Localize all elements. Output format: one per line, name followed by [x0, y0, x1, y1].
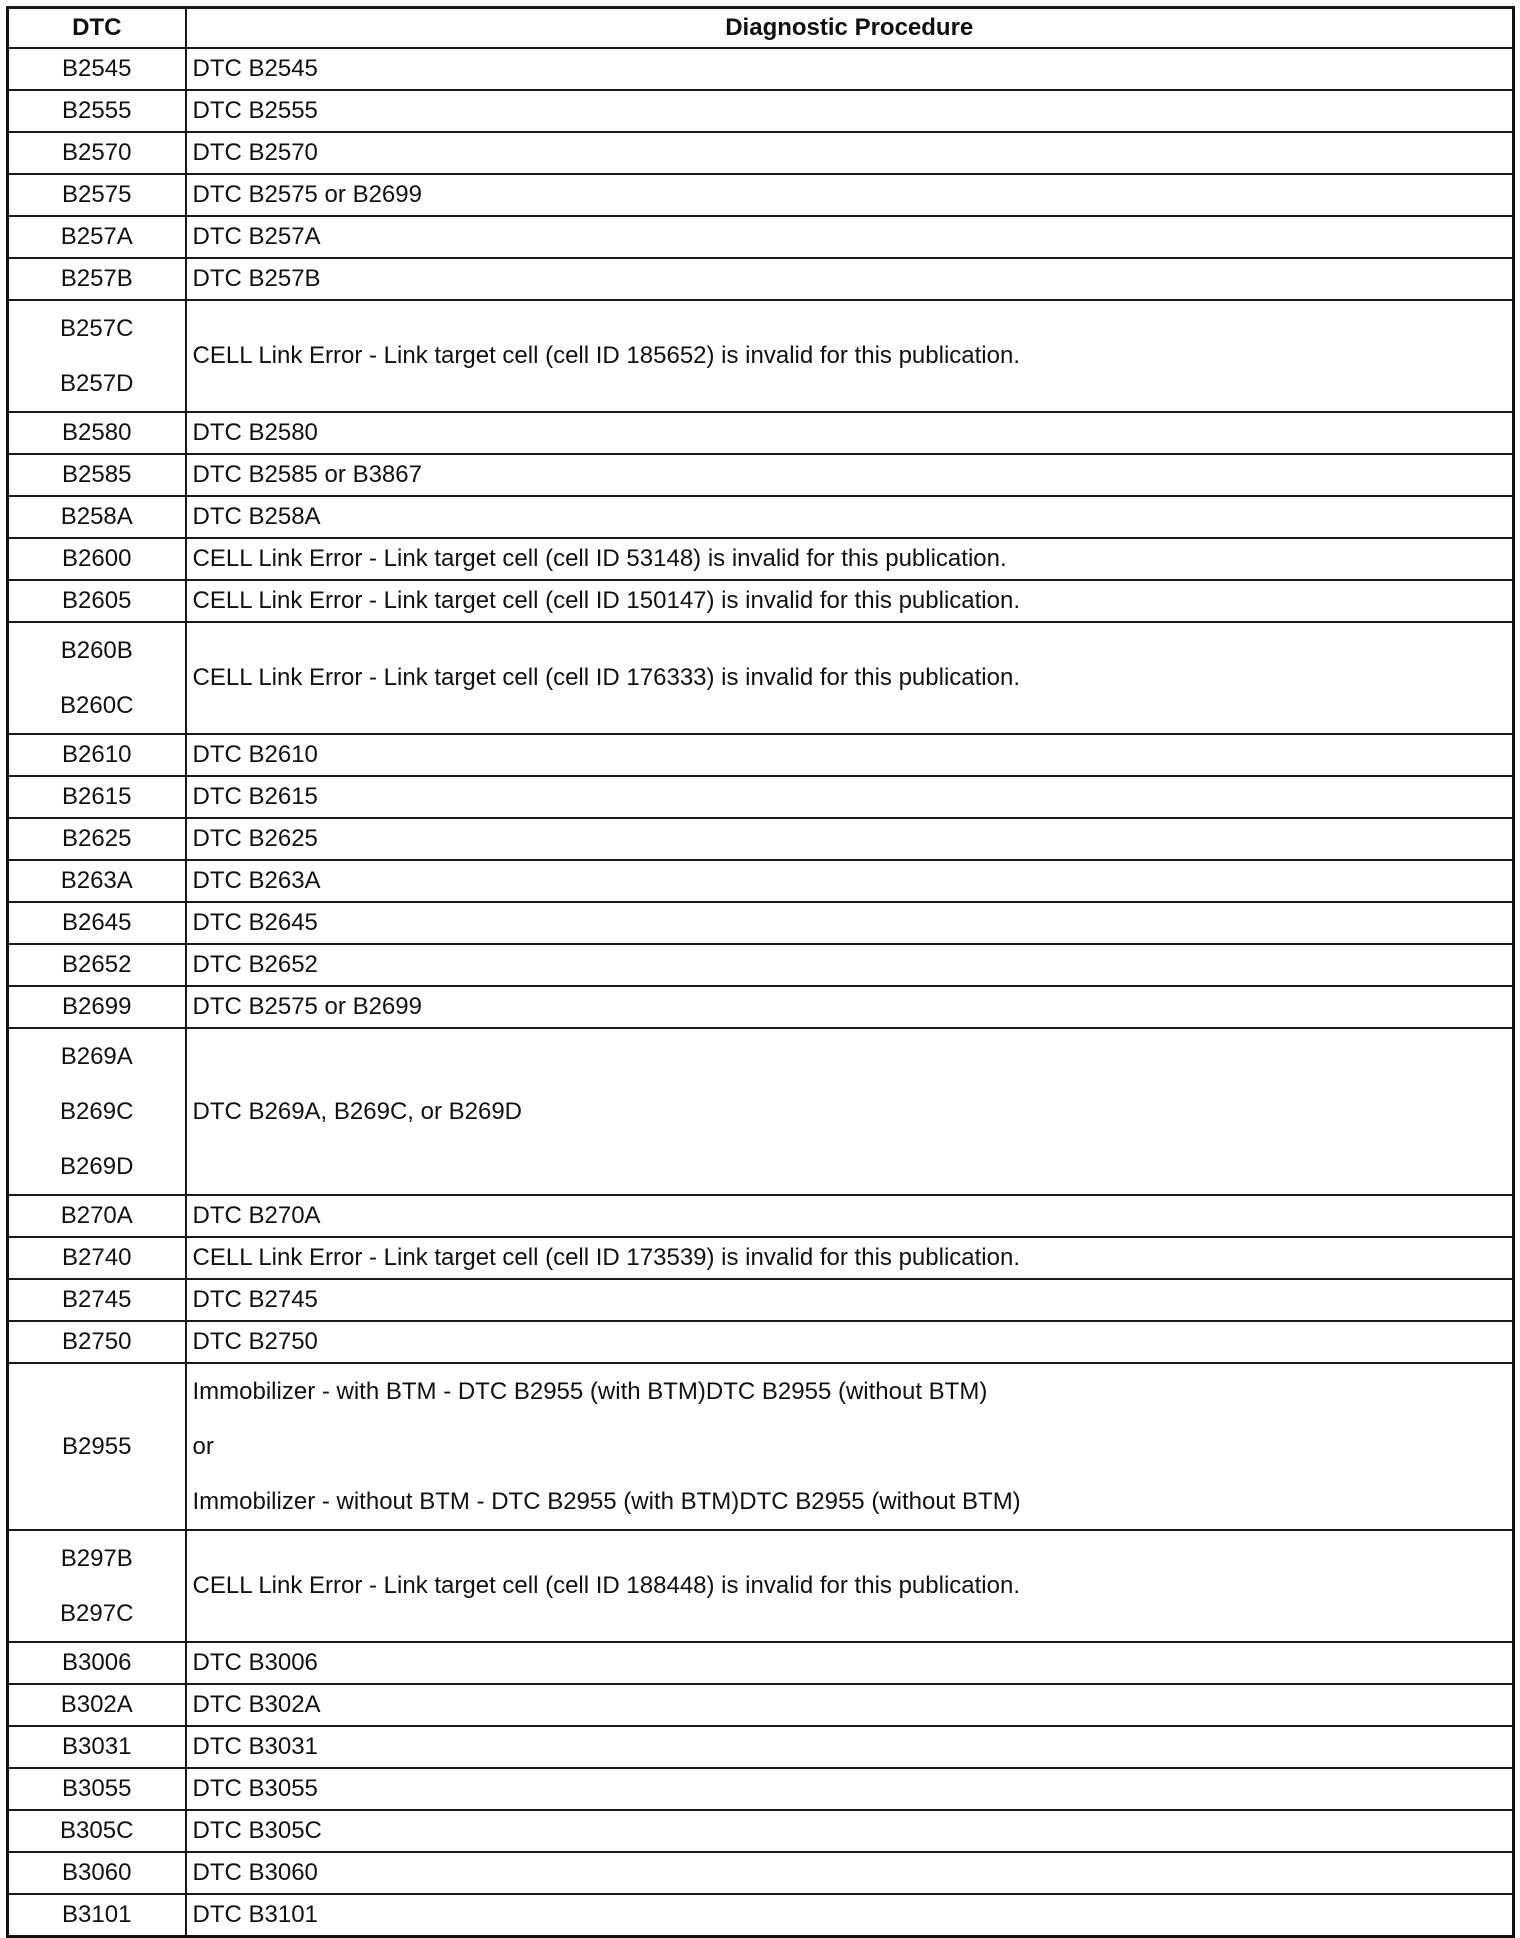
procedure-text: DTC B2580 — [192, 419, 318, 446]
procedure-text: DTC B2575 or B2699 — [192, 181, 422, 208]
table-row — [8, 580, 1514, 622]
procedure-text: CELL Link Error - Link target cell (cell ID 188448) is invalid for this publication. — [192, 1572, 1020, 1599]
diagnostic-procedure-cell — [186, 1195, 1514, 1237]
dtc-code-cell — [8, 258, 186, 300]
dtc-code: B270A — [60, 1202, 133, 1229]
table-row — [8, 986, 1514, 1028]
table-row — [8, 1237, 1514, 1279]
procedure-text: DTC B269A, B269C, or B269D — [192, 1097, 522, 1125]
dtc-code-cell — [8, 580, 186, 622]
procedure-text: CELL Link Error - Link target cell (cell ID 173539) is invalid for this publication. — [192, 1244, 1020, 1271]
dtc-code: B2955 — [62, 1433, 132, 1460]
table-row — [8, 538, 1514, 580]
diagnostic-procedure-cell — [186, 216, 1514, 258]
diagnostic-procedure-cell — [186, 538, 1514, 580]
diagnostic-procedure-cell — [186, 258, 1514, 300]
diagnostic-procedure-cell — [186, 496, 1514, 538]
dtc-code: B3031 — [62, 1733, 132, 1760]
table-body — [8, 48, 1514, 1937]
dtc-code-cell — [8, 496, 186, 538]
diagnostic-procedure-cell — [186, 1028, 1514, 1195]
dtc-code-cell — [8, 1810, 186, 1852]
dtc-code: B2605 — [62, 587, 132, 614]
dtc-code: B2545 — [62, 55, 132, 82]
table-row — [8, 1852, 1514, 1894]
diagnostic-procedure-cell — [186, 1768, 1514, 1810]
table-row — [8, 1028, 1514, 1195]
diagnostic-procedure-cell — [186, 986, 1514, 1028]
procedure-text: DTC B2745 — [192, 1286, 318, 1313]
dtc-code: B2699 — [62, 993, 132, 1020]
diagnostic-procedure-cell — [186, 1852, 1514, 1894]
procedure-text: DTC B257B — [192, 265, 321, 292]
dtc-code: B257A — [60, 223, 133, 250]
table-row — [8, 90, 1514, 132]
table-row — [8, 1894, 1514, 1937]
dtc-code-cell — [8, 1684, 186, 1726]
procedure-column-header: Diagnostic Procedure — [186, 8, 1514, 49]
table-row — [8, 860, 1514, 902]
procedure-text: DTC B3006 — [192, 1649, 318, 1676]
dtc-code-cell — [8, 300, 186, 412]
dtc-code-cell — [8, 1852, 186, 1894]
procedure-text: DTC B2652 — [192, 951, 318, 978]
diagnostic-procedure-cell — [186, 132, 1514, 174]
diagnostic-procedure-cell — [186, 944, 1514, 986]
dtc-code: B269C — [60, 1098, 134, 1125]
diagnostic-procedure-cell — [186, 902, 1514, 944]
diagnostic-procedure-cell — [186, 1642, 1514, 1684]
diagnostic-procedure-cell — [186, 1894, 1514, 1937]
procedure-text: DTC B263A — [192, 867, 321, 894]
table-row — [8, 454, 1514, 496]
diagnostic-procedure-cell — [186, 1810, 1514, 1852]
table-row — [8, 1195, 1514, 1237]
diagnostic-procedure-cell — [186, 580, 1514, 622]
dtc-code-cell — [8, 1279, 186, 1321]
dtc-code-cell — [8, 818, 186, 860]
procedure-text: DTC B2585 or B3867 — [192, 461, 422, 488]
procedure-text: Immobilizer - with BTM - DTC B2955 (with BTM)DTC B2955 (without BTM) — [192, 1378, 988, 1405]
procedure-text: DTC B2610 — [192, 741, 318, 768]
dtc-code: B263A — [60, 867, 133, 894]
table-row — [8, 1726, 1514, 1768]
table-row — [8, 818, 1514, 860]
dtc-code-cell — [8, 1726, 186, 1768]
procedure-text: DTC B3060 — [192, 1859, 318, 1886]
table-row — [8, 1642, 1514, 1684]
procedure-text: DTC B3055 — [192, 1775, 318, 1802]
dtc-code: B257B — [60, 265, 133, 292]
table-row — [8, 1530, 1514, 1642]
diagnostic-procedure-cell — [186, 174, 1514, 216]
table-row — [8, 776, 1514, 818]
dtc-code: B297C — [60, 1600, 134, 1627]
dtc-code-cell — [8, 1363, 186, 1530]
procedure-text: CELL Link Error - Link target cell (cell ID 176333) is invalid for this publication. — [192, 664, 1020, 691]
diagnostic-procedure-cell — [186, 1237, 1514, 1279]
procedure-text: DTC B3101 — [192, 1901, 318, 1928]
dtc-code: B297B — [60, 1545, 133, 1572]
dtc-code: B2585 — [62, 461, 132, 488]
procedure-text: DTC B2625 — [192, 825, 318, 852]
diagnostic-procedure-cell — [186, 622, 1514, 734]
procedure-text: DTC B305C — [192, 1817, 322, 1844]
dtc-code-cell — [8, 1237, 186, 1279]
table-row — [8, 48, 1514, 90]
dtc-code-cell — [8, 1530, 186, 1642]
procedure-text: DTC B3031 — [192, 1733, 318, 1760]
dtc-code-cell — [8, 622, 186, 734]
dtc-code: B302A — [60, 1691, 133, 1718]
dtc-code: B2645 — [62, 909, 132, 936]
dtc-code-cell — [8, 1894, 186, 1937]
procedure-text: DTC B2555 — [192, 97, 318, 124]
diagnostic-procedure-cell — [186, 776, 1514, 818]
dtc-code: B2745 — [62, 1286, 132, 1313]
dtc-code: B257C — [60, 315, 134, 342]
table-row — [8, 944, 1514, 986]
diagnostic-procedure-cell — [186, 90, 1514, 132]
diagnostic-procedure-cell — [186, 860, 1514, 902]
dtc-table-container — [6, 6, 1512, 1938]
table-row — [8, 132, 1514, 174]
dtc-code: B258A — [60, 503, 133, 530]
procedure-text: DTC B2750 — [192, 1328, 318, 1355]
dtc-code: B3101 — [62, 1901, 132, 1928]
dtc-code: B2570 — [62, 139, 132, 166]
dtc-code-cell — [8, 454, 186, 496]
dtc-code: B2575 — [62, 181, 132, 208]
table-row — [8, 412, 1514, 454]
procedure-text: DTC B2615 — [192, 783, 318, 810]
dtc-code-cell — [8, 1321, 186, 1363]
dtc-code: B2625 — [62, 825, 132, 852]
table-row — [8, 300, 1514, 412]
dtc-code-cell — [8, 860, 186, 902]
table-row — [8, 1321, 1514, 1363]
procedure-text: DTC B270A — [192, 1202, 321, 1229]
dtc-code: B2580 — [62, 419, 132, 446]
diagnostic-procedure-cell — [186, 818, 1514, 860]
diagnostic-procedure-cell — [186, 1363, 1514, 1530]
dtc-code: B3006 — [62, 1649, 132, 1676]
dtc-code: B2652 — [62, 951, 132, 978]
dtc-diagnostic-table — [6, 6, 1515, 1938]
table-row — [8, 258, 1514, 300]
procedure-text: CELL Link Error - Link target cell (cell ID 53148) is invalid for this publication. — [192, 545, 1007, 572]
diagnostic-procedure-cell — [186, 454, 1514, 496]
dtc-code-cell — [8, 944, 186, 986]
procedure-text: DTC B258A — [192, 503, 321, 530]
dtc-code: B257D — [60, 370, 134, 397]
diagnostic-procedure-cell — [186, 1321, 1514, 1363]
table-header-row — [8, 8, 1514, 49]
diagnostic-procedure-cell — [186, 48, 1514, 90]
dtc-code-cell — [8, 902, 186, 944]
dtc-code-cell — [8, 1028, 186, 1195]
procedure-text: DTC B2575 or B2699 — [192, 993, 422, 1020]
procedure-text: CELL Link Error - Link target cell (cell ID 150147) is invalid for this publication. — [192, 587, 1020, 614]
dtc-code: B305C — [60, 1817, 134, 1844]
dtc-column-header: DTC — [8, 8, 186, 49]
table-row — [8, 1279, 1514, 1321]
table-row — [8, 496, 1514, 538]
table-row — [8, 1768, 1514, 1810]
dtc-code-cell — [8, 216, 186, 258]
dtc-code-cell — [8, 1195, 186, 1237]
procedure-text: DTC B2645 — [192, 909, 318, 936]
diagnostic-procedure-cell — [186, 300, 1514, 412]
dtc-code-cell — [8, 90, 186, 132]
dtc-code-cell — [8, 412, 186, 454]
table-row — [8, 902, 1514, 944]
procedure-text: CELL Link Error - Link target cell (cell ID 185652) is invalid for this publication. — [192, 342, 1020, 369]
dtc-code: B3060 — [62, 1859, 132, 1886]
dtc-code: B2750 — [62, 1328, 132, 1355]
dtc-code: B2600 — [62, 545, 132, 572]
dtc-code: B269A — [60, 1043, 133, 1070]
dtc-code-cell — [8, 174, 186, 216]
procedure-text: DTC B2570 — [192, 139, 318, 166]
dtc-code: B2615 — [62, 783, 132, 810]
diagnostic-procedure-cell — [186, 1726, 1514, 1768]
table-row — [8, 1684, 1514, 1726]
dtc-code-cell — [8, 1768, 186, 1810]
dtc-code-cell — [8, 1642, 186, 1684]
dtc-code: B260C — [60, 692, 134, 719]
dtc-code-cell — [8, 132, 186, 174]
dtc-code: B2555 — [62, 97, 132, 124]
diagnostic-procedure-cell — [186, 1279, 1514, 1321]
procedure-text: Immobilizer - without BTM - DTC B2955 (with BTM)DTC B2955 (without BTM) — [192, 1488, 1021, 1515]
table-row — [8, 622, 1514, 734]
table-row — [8, 1363, 1514, 1530]
dtc-code-cell — [8, 986, 186, 1028]
procedure-text: or — [192, 1433, 214, 1460]
procedure-text: DTC B302A — [192, 1691, 321, 1718]
diagnostic-procedure-cell — [186, 734, 1514, 776]
dtc-code: B3055 — [62, 1775, 132, 1802]
diagnostic-procedure-cell — [186, 412, 1514, 454]
diagnostic-procedure-cell — [186, 1684, 1514, 1726]
table-row — [8, 734, 1514, 776]
procedure-text: DTC B2545 — [192, 55, 318, 82]
table-row — [8, 1810, 1514, 1852]
diagnostic-procedure-cell — [186, 1530, 1514, 1642]
dtc-code: B2610 — [62, 741, 132, 768]
dtc-code-cell — [8, 538, 186, 580]
table-row — [8, 174, 1514, 216]
dtc-code-cell — [8, 776, 186, 818]
dtc-code-cell — [8, 734, 186, 776]
procedure-text: DTC B257A — [192, 223, 321, 250]
table-row — [8, 216, 1514, 258]
dtc-code-cell — [8, 48, 186, 90]
dtc-code: B260B — [60, 637, 133, 664]
dtc-code: B2740 — [62, 1244, 132, 1271]
dtc-code: B269D — [60, 1153, 134, 1180]
